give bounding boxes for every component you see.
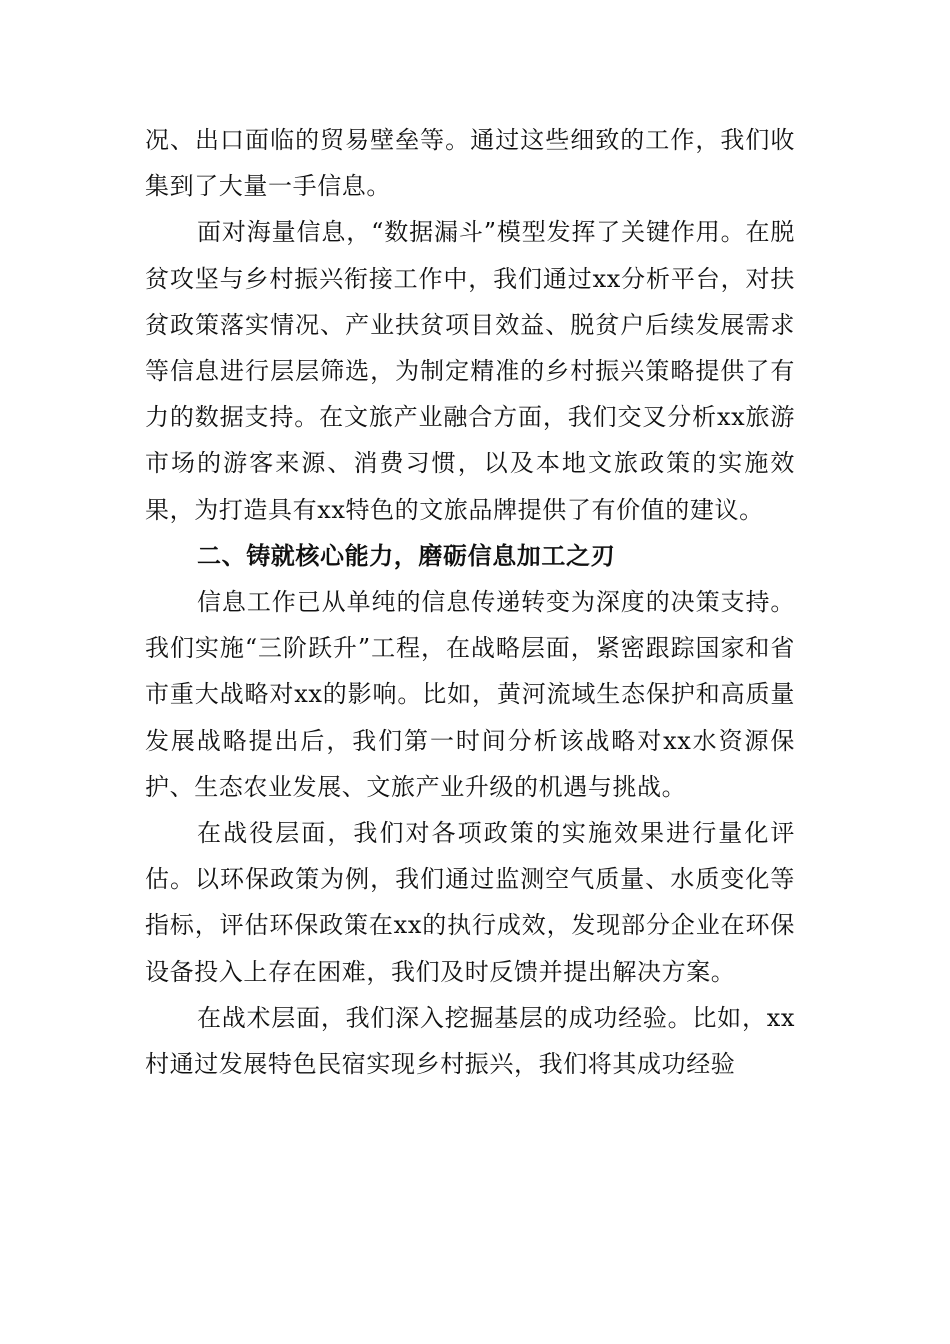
- paragraph-tactical-level: 在战术层面，我们深入挖掘基层的成功经验。比如，xx村通过发展特色民宿实现乡村振兴，我们将其成功经验: [145, 1003, 795, 1079]
- paragraph-strategy-level: 信息工作已从单纯的信息传递转变为深度的决策支持。我们实施“三阶跃升”工程，在战略层面，紧密跟踪国家和省市重大战略对xx的影响。比如，黄河流域生态保护和高质量发展战略提出后，我们第一时间分析该战略对xx水资源保护、生态农业发展、文旅产业升级的机遇与挑战。: [145, 588, 795, 801]
- document-body: [145, 117, 795, 1087]
- section-heading: 二、铸就核心能力，磨砺信息加工之刃: [197, 541, 616, 570]
- paragraph-campaign-level: 在战役层面，我们对各项政策的实施效果进行量化评估。以环保政策为例，我们通过监测空气质量、水质变化等指标，评估环保政策在xx的执行成效，发现部分企业在环保设备投入上存在困难，我们及时反馈并提出解决方案。: [145, 819, 795, 986]
- paragraph-data-funnel: 面对海量信息，“数据漏斗”模型发挥了关键作用。在脱贫攻坚与乡村振兴衔接工作中，我们通过xx分析平台，对扶贫政策落实情况、产业扶贫项目效益、脱贫户后续发展需求等信息进行层层筛选，为制定精准的乡村振兴策略提供了有力的数据支持。在文旅产业融合方面，我们交叉分析xx旅游市场的游客来源、消费习惯，以及本地文旅政策的实施效果，为打造具有xx特色的文旅品牌提供了有价值的建议。: [145, 218, 795, 524]
- paragraph-continuation: 况、出口面临的贸易壁垒等。通过这些细致的工作，我们收集到了大量一手信息。: [145, 126, 795, 201]
